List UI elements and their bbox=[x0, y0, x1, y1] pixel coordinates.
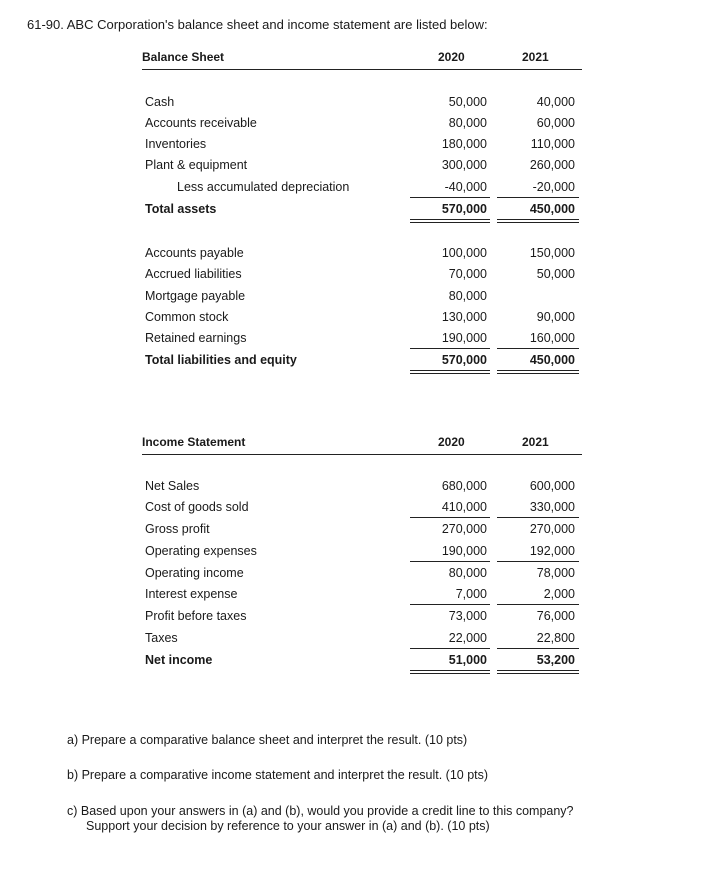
row-label: Inventories bbox=[145, 137, 207, 151]
underline bbox=[497, 517, 579, 518]
row-label: Total assets bbox=[145, 202, 217, 216]
income-statement-header-rule bbox=[142, 454, 582, 455]
value-2020: 22,000 bbox=[448, 631, 487, 645]
value-2020: 7,000 bbox=[455, 587, 487, 601]
value-2020: 73,000 bbox=[448, 609, 487, 623]
value-2020: 50,000 bbox=[448, 95, 487, 109]
row-label: Accrued liabilities bbox=[145, 267, 242, 281]
value-2020: 570,000 bbox=[441, 353, 487, 367]
table-row bbox=[145, 95, 582, 115]
table-row bbox=[145, 289, 582, 309]
row-label: Mortgage payable bbox=[145, 289, 246, 303]
row-label: Common stock bbox=[145, 310, 229, 324]
row-label: Interest expense bbox=[145, 587, 238, 601]
row-label: Profit before taxes bbox=[145, 609, 247, 623]
value-2021: 450,000 bbox=[529, 202, 575, 216]
balance-sheet-title: Balance Sheet bbox=[142, 50, 225, 64]
underline bbox=[410, 604, 490, 605]
table-row bbox=[145, 479, 582, 499]
value-2020: 51,000 bbox=[448, 653, 487, 667]
value-2021: 450,000 bbox=[529, 353, 575, 367]
value-2021: 53,200 bbox=[536, 653, 575, 667]
question-b: b) Prepare a comparative income statement and interpret the result. (10 pts) bbox=[67, 768, 489, 782]
value-2021: 330,000 bbox=[529, 500, 575, 514]
underline bbox=[497, 648, 579, 649]
row-label: Net income bbox=[145, 653, 213, 667]
value-2021: 50,000 bbox=[536, 267, 575, 281]
value-2021: 40,000 bbox=[536, 95, 575, 109]
underline bbox=[410, 648, 490, 649]
row-label: Cost of goods sold bbox=[145, 500, 249, 514]
income-statement-title: Income Statement bbox=[142, 435, 246, 449]
value-2020: 180,000 bbox=[441, 137, 487, 151]
value-2020: 680,000 bbox=[441, 479, 487, 493]
value-2021: 160,000 bbox=[529, 331, 575, 345]
underline bbox=[410, 197, 490, 198]
row-label: Retained earnings bbox=[145, 331, 247, 345]
balance-sheet-col-2021: 2021 bbox=[522, 50, 549, 64]
income-statement-col-2021: 2021 bbox=[522, 435, 549, 449]
value-2021: 76,000 bbox=[536, 609, 575, 623]
double-underline bbox=[410, 670, 490, 674]
value-2020: 80,000 bbox=[448, 566, 487, 580]
row-label: Taxes bbox=[145, 631, 178, 645]
table-row bbox=[145, 137, 582, 157]
value-2020: 130,000 bbox=[441, 310, 487, 324]
value-2020: 70,000 bbox=[448, 267, 487, 281]
row-label: Net Sales bbox=[145, 479, 200, 493]
double-underline bbox=[410, 219, 490, 223]
value-2021: 78,000 bbox=[536, 566, 575, 580]
row-label: Cash bbox=[145, 95, 175, 109]
value-2021: 22,800 bbox=[536, 631, 575, 645]
table-row bbox=[145, 609, 582, 629]
value-2020: 100,000 bbox=[441, 246, 487, 260]
table-row bbox=[145, 522, 582, 542]
value-2020: 190,000 bbox=[441, 331, 487, 345]
underline bbox=[497, 197, 579, 198]
table-row bbox=[145, 158, 582, 178]
question-c-line2: Support your decision by reference to your answer in (a) and (b). (10 pts) bbox=[86, 819, 490, 833]
income-statement-header bbox=[142, 435, 582, 455]
value-2020: 80,000 bbox=[448, 289, 487, 303]
value-2020: 270,000 bbox=[441, 522, 487, 536]
value-2021: 192,000 bbox=[529, 544, 575, 558]
row-label: Operating income bbox=[145, 566, 244, 580]
row-label: Accounts receivable bbox=[145, 116, 257, 130]
double-underline bbox=[497, 370, 579, 374]
row-label: Operating expenses bbox=[145, 544, 257, 558]
balance-sheet-header bbox=[142, 50, 582, 70]
value-2021: 90,000 bbox=[536, 310, 575, 324]
row-label: Less accumulated depreciation bbox=[177, 180, 350, 194]
balance-sheet-header-rule bbox=[142, 69, 582, 70]
value-2021: 60,000 bbox=[536, 116, 575, 130]
double-underline bbox=[497, 670, 579, 674]
value-2020: 190,000 bbox=[441, 544, 487, 558]
value-2020: 300,000 bbox=[441, 158, 487, 172]
problem-intro: 61-90. ABC Corporation's balance sheet and income statement are listed below: bbox=[27, 17, 488, 32]
double-underline bbox=[410, 370, 490, 374]
underline bbox=[410, 561, 490, 562]
value-2021: 260,000 bbox=[529, 158, 575, 172]
value-2021: 150,000 bbox=[529, 246, 575, 260]
value-2020: 80,000 bbox=[448, 116, 487, 130]
value-2021: 600,000 bbox=[529, 479, 575, 493]
value-2020: -40,000 bbox=[444, 180, 487, 194]
value-2020: 410,000 bbox=[441, 500, 487, 514]
underline bbox=[497, 604, 579, 605]
row-label: Total liabilities and equity bbox=[145, 353, 297, 367]
value-2021: 110,000 bbox=[530, 137, 575, 151]
underline bbox=[410, 348, 490, 349]
row-label: Gross profit bbox=[145, 522, 210, 536]
question-a: a) Prepare a comparative balance sheet and interpret the result. (10 pts) bbox=[67, 733, 468, 747]
income-statement-col-2020: 2020 bbox=[438, 435, 465, 449]
value-2021: 270,000 bbox=[529, 522, 575, 536]
row-label: Plant & equipment bbox=[145, 158, 248, 172]
balance-sheet-col-2020: 2020 bbox=[438, 50, 465, 64]
row-label: Accounts payable bbox=[145, 246, 244, 260]
table-row bbox=[145, 116, 582, 136]
question-c-line1: c) Based upon your answers in (a) and (b), would you provide a credit line to this company? bbox=[67, 804, 574, 818]
underline bbox=[497, 561, 579, 562]
value-2021: 2,000 bbox=[543, 587, 575, 601]
table-row bbox=[145, 267, 582, 287]
underline bbox=[410, 517, 490, 518]
table-row bbox=[145, 246, 582, 266]
table-row bbox=[145, 566, 582, 586]
underline bbox=[497, 348, 579, 349]
value-2021: -20,000 bbox=[532, 180, 575, 194]
double-underline bbox=[497, 219, 579, 223]
table-row bbox=[145, 310, 582, 330]
value-2020: 570,000 bbox=[441, 202, 487, 216]
